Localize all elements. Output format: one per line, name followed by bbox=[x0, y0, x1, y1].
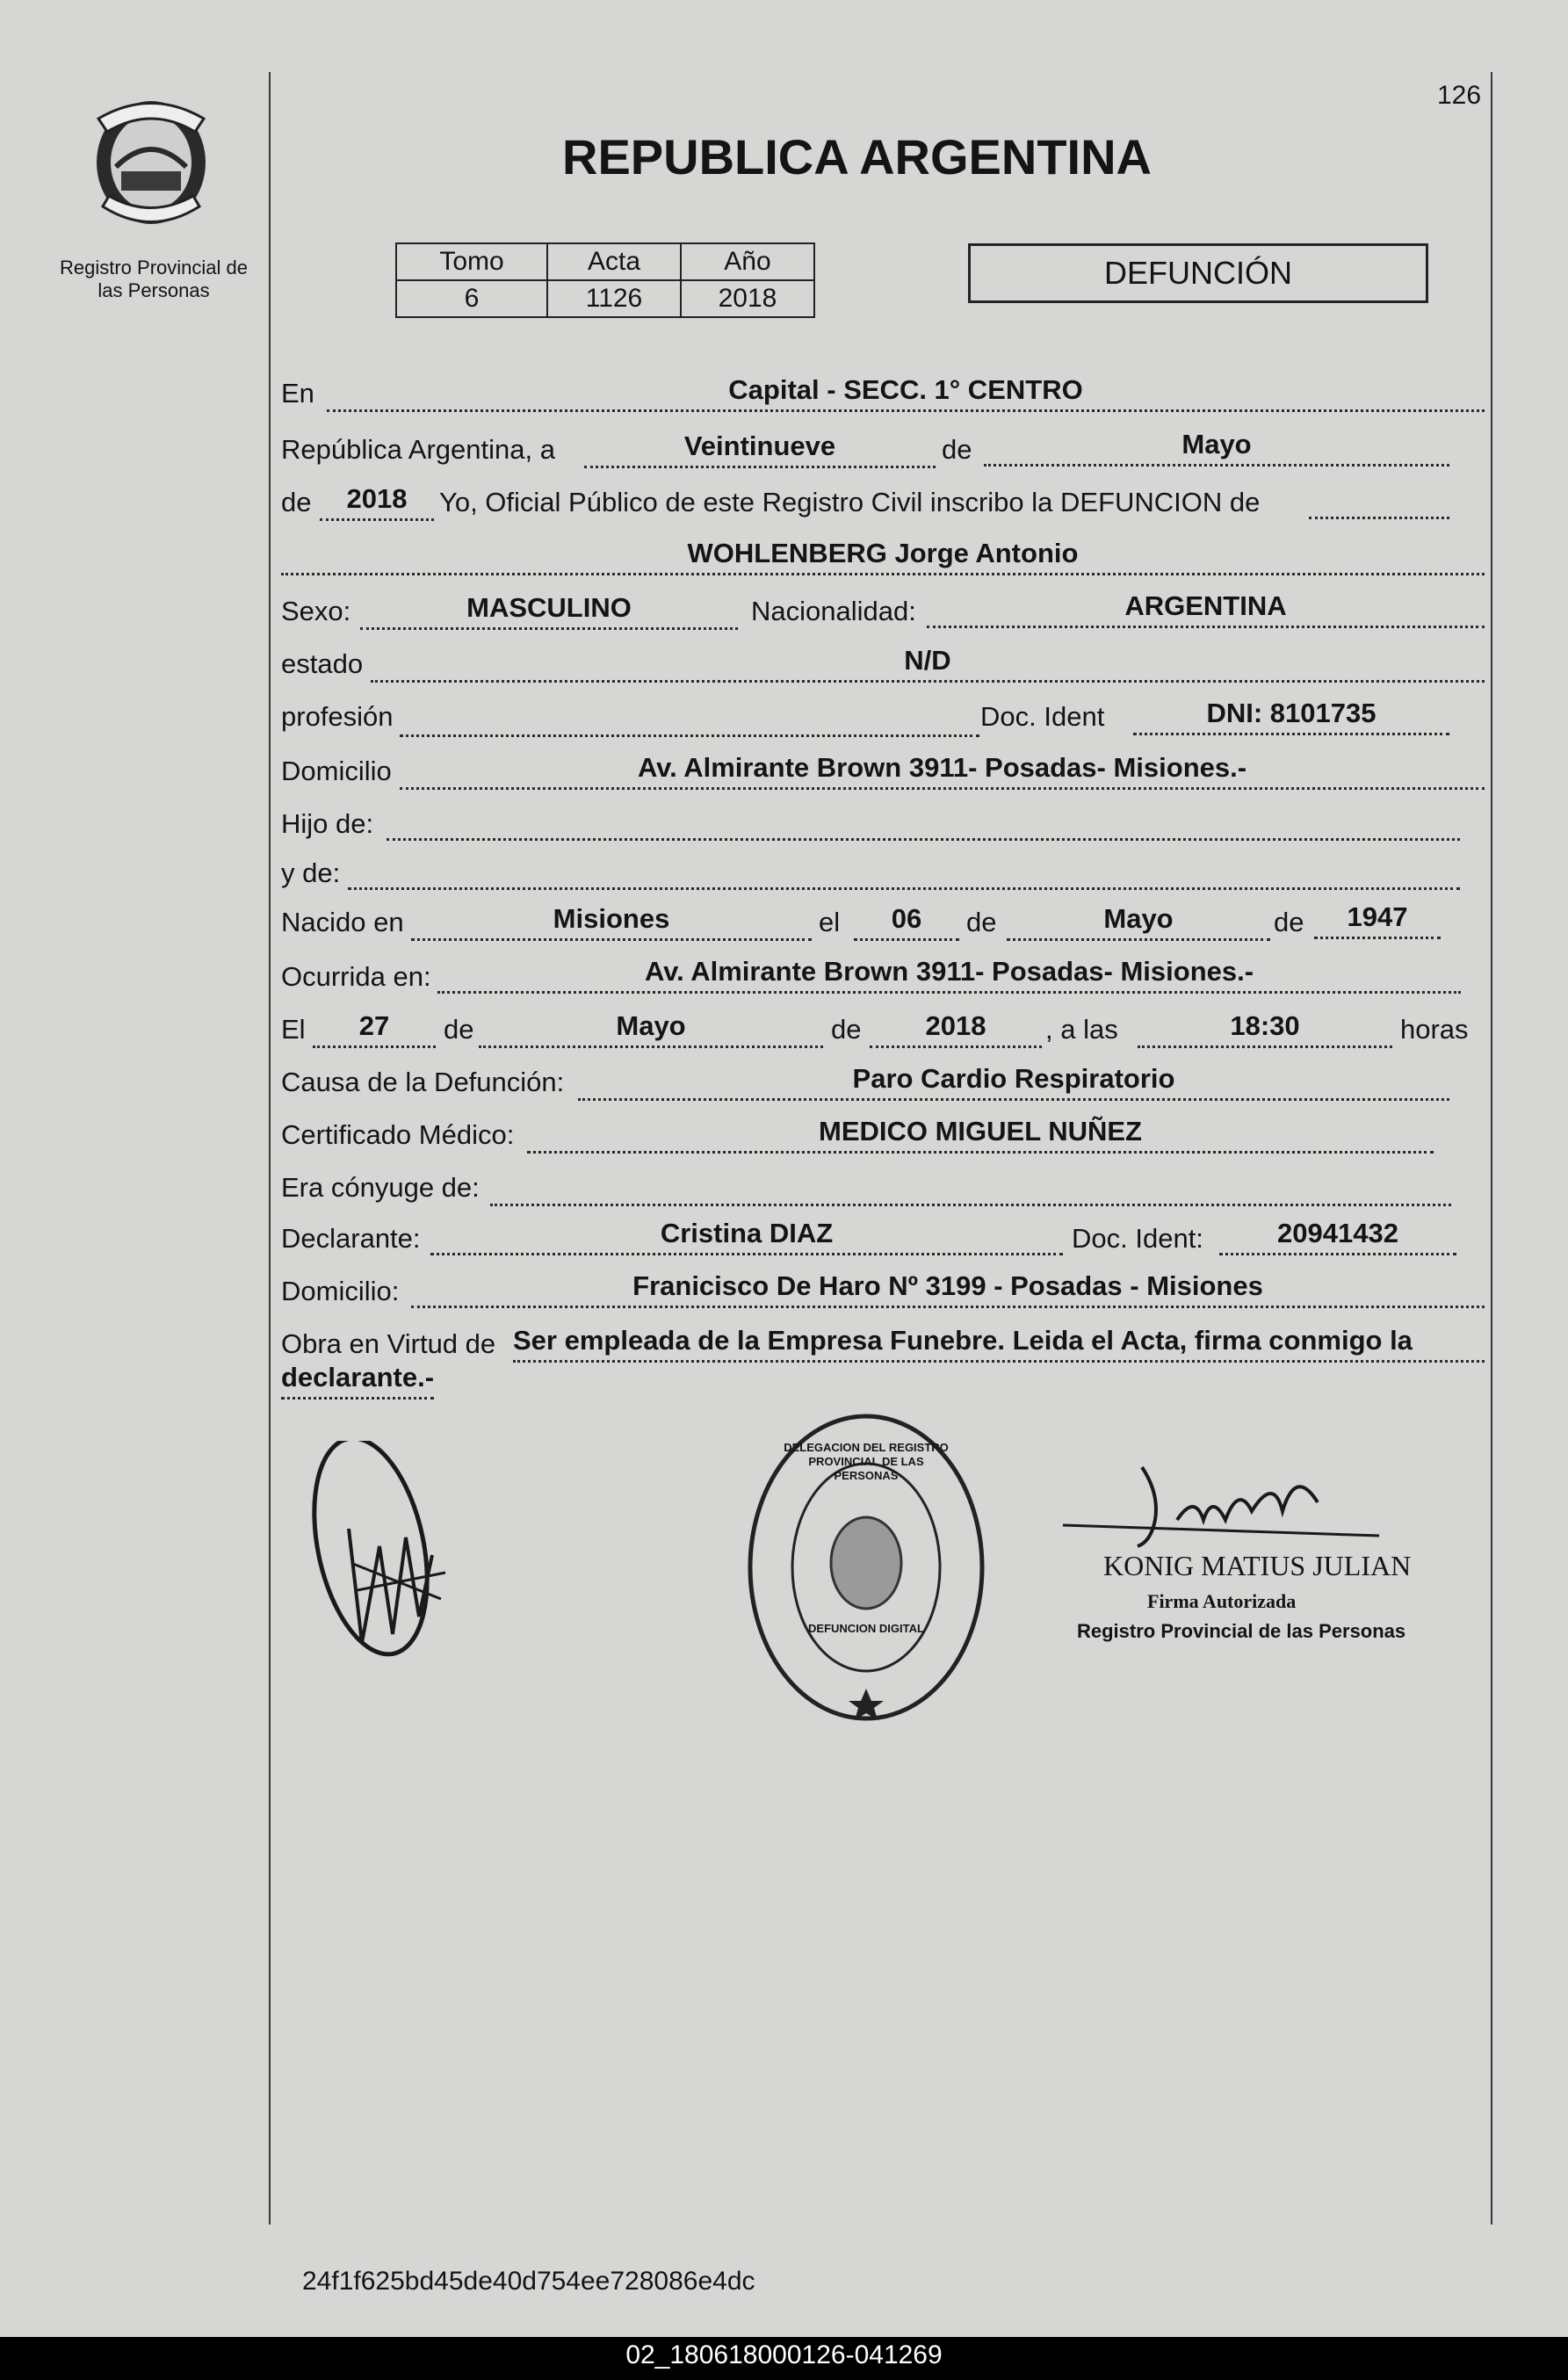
record-reference-table bbox=[395, 242, 815, 318]
label-nacionalidad: Nacionalidad: bbox=[751, 596, 916, 626]
label-horas: horas bbox=[1400, 1014, 1469, 1045]
label-nacido-en: Nacido en bbox=[281, 907, 404, 937]
label-de-fallec-anio: de bbox=[831, 1014, 862, 1045]
value-fallec-dia: 27 bbox=[313, 1010, 436, 1048]
label-sexo: Sexo: bbox=[281, 596, 351, 626]
official-signature bbox=[1054, 1458, 1388, 1564]
label-de-anio: de bbox=[281, 487, 312, 517]
value-estado: N/D bbox=[371, 645, 1485, 683]
value-doc: DNI: 8101735 bbox=[1133, 698, 1449, 735]
label-obra: Obra en Virtud de bbox=[281, 1328, 496, 1359]
value-anio: 2018 bbox=[320, 483, 434, 521]
left-rule bbox=[269, 72, 271, 2224]
right-rule bbox=[1491, 72, 1492, 2224]
official-role: Firma Autorizada bbox=[1147, 1590, 1297, 1612]
label-conyuge: Era cónyuge de: bbox=[281, 1172, 480, 1203]
value-nombre: WOHLENBERG Jorge Antonio bbox=[281, 538, 1485, 575]
label-el: el bbox=[819, 907, 841, 937]
value-declarante: Cristina DIAZ bbox=[430, 1218, 1063, 1255]
label-de: de bbox=[942, 434, 972, 465]
label-de-nac-anio: de bbox=[1274, 907, 1304, 937]
value-certificado: MEDICO MIGUEL NUÑEZ bbox=[527, 1116, 1434, 1154]
stamp-inner-text: DEFUNCION DIGITAL bbox=[808, 1622, 924, 1635]
dots-y-de bbox=[348, 887, 1460, 890]
value-fallec-mes: Mayo bbox=[479, 1010, 823, 1048]
value-lugar: Capital - SECC. 1° CENTRO bbox=[327, 374, 1485, 412]
value-hora: 18:30 bbox=[1138, 1010, 1392, 1048]
province-seal bbox=[81, 83, 221, 237]
ref-col-acta: Acta bbox=[547, 243, 681, 280]
value-mes: Mayo bbox=[984, 429, 1449, 467]
value-fallec-anio: 2018 bbox=[870, 1010, 1042, 1048]
label-domicilio-declarante: Domicilio: bbox=[281, 1276, 400, 1306]
value-nacido-mes: Mayo bbox=[1007, 903, 1270, 941]
ref-val-tomo: 6 bbox=[396, 280, 547, 317]
ref-col-tomo: Tomo bbox=[396, 243, 547, 280]
value-declarante-doc: 20941432 bbox=[1219, 1218, 1456, 1255]
dots-conyuge bbox=[490, 1204, 1451, 1206]
value-sexo: MASCULINO bbox=[360, 592, 738, 630]
value-nacido-dia: 06 bbox=[854, 903, 959, 941]
value-domicilio: Av. Almirante Brown 3911- Posadas- Misiones.- bbox=[400, 752, 1485, 790]
official-stamp bbox=[743, 1409, 989, 1725]
doc-type-box: DEFUNCIÓN bbox=[968, 243, 1428, 303]
label-profesion: profesión bbox=[281, 701, 394, 732]
official-name: KONIG MATIUS JULIAN bbox=[1103, 1550, 1412, 1581]
label-doc-ident-declarante: Doc. Ident: bbox=[1072, 1223, 1203, 1254]
value-nacido-anio: 1947 bbox=[1314, 901, 1441, 939]
ref-val-anio: 2018 bbox=[681, 280, 814, 317]
dots-hijo-de bbox=[387, 838, 1460, 841]
label-causa: Causa de la Defunción: bbox=[281, 1067, 565, 1097]
file-id: 02_180618000126-041269 bbox=[625, 2340, 943, 2369]
label-declarante: Declarante: bbox=[281, 1223, 421, 1254]
label-inscribo: Yo, Oficial Público de este Registro Civil inscribo la DEFUNCION de bbox=[439, 487, 1261, 517]
registry-name: Registro Provincial de las Personas bbox=[60, 257, 248, 301]
value-obra-line2: declarante.- bbox=[281, 1362, 434, 1400]
label-doc-ident: Doc. Ident bbox=[980, 701, 1105, 732]
label-de-nac-mes: de bbox=[966, 907, 997, 937]
label-ocurrida: Ocurrida en: bbox=[281, 961, 431, 992]
official-org: Registro Provincial de las Personas bbox=[1077, 1620, 1406, 1642]
value-causa: Paro Cardio Respiratorio bbox=[578, 1063, 1449, 1101]
label-domicilio: Domicilio bbox=[281, 756, 392, 786]
ref-val-acta: 1126 bbox=[547, 280, 681, 317]
value-ocurrida: Av. Almirante Brown 3911- Posadas- Misiones.- bbox=[437, 956, 1461, 994]
label-certificado: Certificado Médico: bbox=[281, 1119, 515, 1150]
value-obra-line1: Ser empleada de la Empresa Funebre. Leida el Acta, firma conmigo la bbox=[513, 1325, 1485, 1363]
label-en: En bbox=[281, 378, 314, 409]
label-republica: República Argentina, a bbox=[281, 434, 555, 465]
value-dia-texto: Veintinueve bbox=[584, 430, 936, 468]
value-declarante-domicilio: Franicisco De Haro Nº 3199 - Posadas - Misiones bbox=[411, 1270, 1485, 1308]
value-nacido-lugar: Misiones bbox=[411, 903, 812, 941]
dots-inscribo bbox=[1309, 517, 1449, 519]
label-de-fallec-mes: de bbox=[444, 1014, 474, 1045]
dots-profesion bbox=[400, 734, 979, 737]
label-estado: estado bbox=[281, 648, 364, 679]
declarant-signature bbox=[309, 1441, 467, 1687]
stamp-outer-text: DELEGACION DEL REGISTRO PROVINCIAL DE LAS PERSONAS bbox=[784, 1441, 949, 1482]
page-number: 126 bbox=[1437, 81, 1482, 110]
ref-col-anio: Año bbox=[681, 243, 814, 280]
label-el-fecha: El bbox=[281, 1014, 306, 1045]
label-hijo-de: Hijo de: bbox=[281, 808, 374, 839]
label-y-de: y de: bbox=[281, 857, 341, 888]
page-title: REPUBLICA ARGENTINA bbox=[562, 129, 1152, 184]
value-nacionalidad: ARGENTINA bbox=[927, 590, 1485, 628]
document-hash: 24f1f625bd45de40d754ee728086e4dc bbox=[302, 2267, 755, 2296]
label-a-las: , a las bbox=[1045, 1014, 1118, 1045]
